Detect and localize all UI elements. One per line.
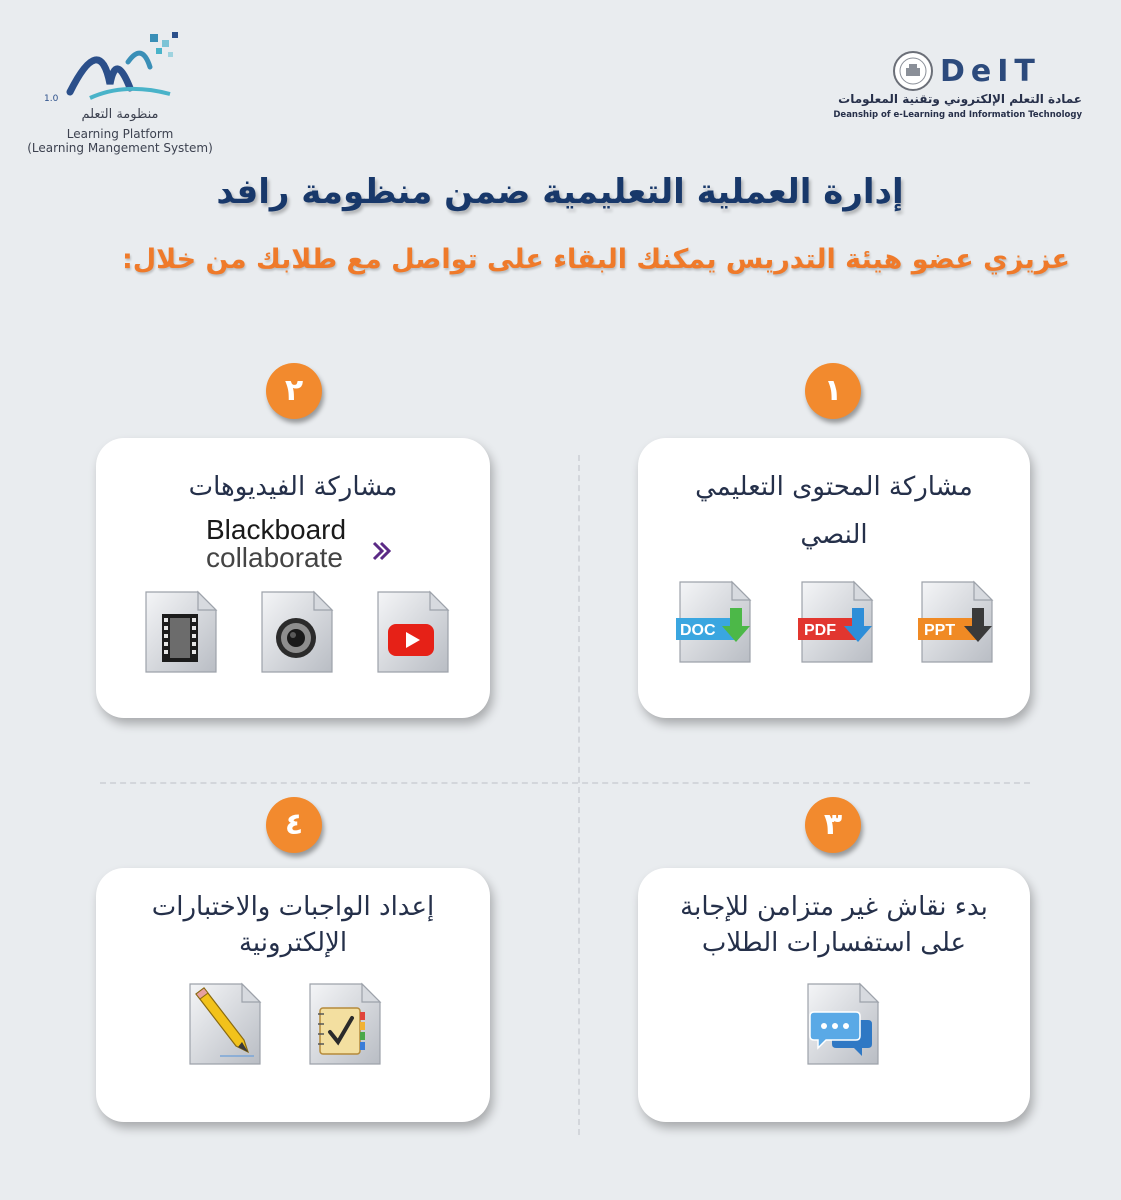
doit-wordmark: DeIT [940, 54, 1041, 89]
chat-file-icon [802, 980, 882, 1068]
speaker-file-icon [256, 588, 336, 676]
ppt-label: PPT [924, 622, 956, 639]
step-badge-2: ٢ [266, 363, 322, 419]
card-title-line2: على استفسارات الطلاب [701, 928, 967, 958]
card-title-line2: النصي [800, 520, 868, 550]
doit-logo [833, 50, 1090, 130]
rafed-logo-mark-icon [50, 22, 190, 104]
blackboard-brand: Blackboard [206, 514, 347, 545]
step-badge-1: ١ [805, 363, 861, 419]
doc-file-icon [674, 578, 754, 666]
doit-name-en: Deanship of e-Learning and Information Technology [833, 110, 1082, 120]
checklist-file-icon [304, 980, 384, 1068]
pdf-file-icon [796, 578, 876, 666]
university-seal-icon [892, 50, 934, 92]
page-subtitle: عزيزي عضو هيئة التدريس يمكنك البقاء على تواصل مع طلابك من خلال: [121, 244, 1070, 275]
chevron-right-icon [370, 540, 392, 562]
card-assignments [96, 868, 490, 1122]
card-videos [96, 438, 490, 718]
doc-label: DOC [680, 622, 716, 639]
card-title: إعداد الواجبات والاختبارات [151, 892, 435, 922]
youtube-file-icon [372, 588, 452, 676]
rafed-en-line1: Learning Platform [66, 127, 174, 141]
card-title: مشاركة الفيديوهات [188, 472, 398, 502]
ppt-file-icon [916, 578, 996, 666]
card-title-line2: الإلكترونية [238, 928, 348, 958]
vertical-divider [578, 455, 580, 1135]
rafed-logo [20, 22, 220, 162]
rafed-version: 1.0 [44, 94, 59, 104]
step-badge-3: ٣ [805, 797, 861, 853]
pdf-label: PDF [804, 622, 836, 639]
rafed-en-line2: (Learning Mangement System) [27, 141, 213, 155]
horizontal-divider [100, 782, 1030, 784]
pencil-file-icon [184, 980, 264, 1068]
card-title: بدء نقاش غير متزامن للإجابة [680, 892, 988, 922]
rafed-name-ar: منظومة التعلم [81, 107, 159, 122]
card-text-content [638, 438, 1030, 718]
doit-name-ar: عمادة التعلم الإلكتروني وتقنية المعلومات [838, 92, 1082, 106]
card-discussion [638, 868, 1030, 1122]
film-file-icon [140, 588, 220, 676]
step-badge-4: ٤ [266, 797, 322, 853]
card-title: مشاركة المحتوى التعليمي [695, 472, 973, 502]
collaborate-brand: collaborate [206, 542, 343, 573]
page-title: إدارة العملية التعليمية ضمن منظومة رافد [216, 172, 904, 212]
